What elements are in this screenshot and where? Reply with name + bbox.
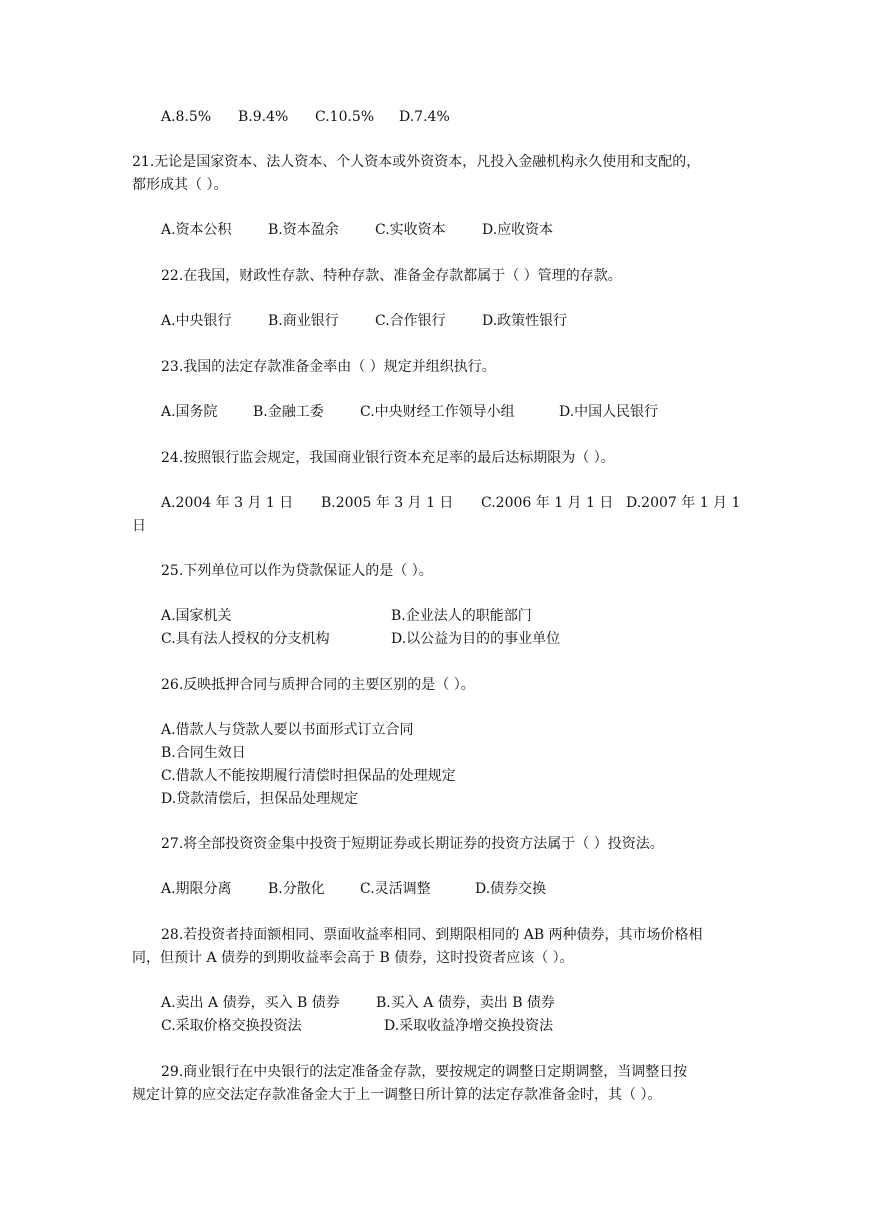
q21-question-line2: 都形成其（ ）。	[132, 177, 228, 193]
q27-question-line1: 27.将全部投资资金集中投资于短期证券或长期证券的投资方法属于（ ）投资法。	[161, 836, 664, 852]
q24-options	[161, 492, 740, 514]
q25-option-c: C.具有法人授权的分支机构	[161, 631, 330, 647]
q25-question-line1: 25.下列单位可以作为贷款保证人的是（ ）。	[161, 563, 433, 579]
q22-option-c: C.合作银行	[375, 313, 446, 329]
q24-option-a: A.2004 年 3 月 1 日	[161, 495, 294, 511]
q28-option-c: C.采取价格交换投资法	[161, 1018, 302, 1034]
q21-question-line1: 21.无论是国家资本、法人资本、个人资本或外资资本，凡投入金融机构永久使用和支配的，	[132, 154, 701, 170]
q23-options	[161, 401, 658, 423]
q21-option-d: D.应收资本	[482, 222, 554, 238]
q21-option-b: B.资本盈余	[268, 222, 339, 238]
q28-option-a: A.卖出 A 债券，买入 B 债券	[161, 995, 340, 1011]
q24-question-line1: 24.按照银行监会规定，我国商业银行资本充足率的最后达标期限为（ ）。	[161, 450, 615, 466]
q27-option-a: A.期限分离	[161, 881, 232, 897]
q26-option-c: C.借款人不能按期履行清偿时担保品的处理规定	[161, 768, 456, 784]
q28-question-line1: 28.若投资者持面额相同、票面收益率相同、到期限相同的 AB 两种债券，其市场价格相	[161, 927, 703, 943]
q21-options	[161, 219, 553, 241]
q26-option-d: D.贷款清偿后，担保品处理规定	[161, 791, 359, 807]
q24-option-b: B.2005 年 3 月 1 日	[321, 495, 454, 511]
q28-option-b: B.买入 A 债券，卖出 B 债券	[376, 995, 555, 1011]
q26-option-b: B.合同生效日	[161, 745, 246, 761]
q29-question-line1: 29.商业银行在中央银行的法定准备金存款，要按规定的调整日定期调整，当调整日按	[161, 1064, 688, 1080]
q29-question-line2: 规定计算的应交法定存款准备金大于上一调整日所计算的法定存款准备金时，其（ ）。	[132, 1087, 662, 1103]
q27-option-b: B.分散化	[268, 881, 325, 897]
q20-option-d: D.7.4%	[399, 109, 450, 125]
q24-option-c: C.2006 年 1 月 1 日	[481, 495, 614, 511]
q21-option-a: A.资本公积	[161, 222, 232, 238]
q21-option-c: C.实收资本	[375, 222, 446, 238]
q28-question-line2: 同，但预计 A 债券的到期收益率会高于 B 债券，这时投资者应该（ ）。	[132, 950, 574, 966]
q27-option-c: C.灵活调整	[360, 881, 431, 897]
q25-option-a: A.国家机关	[161, 608, 232, 624]
q25-option-b: B.企业法人的职能部门	[391, 608, 532, 624]
q22-option-b: B.商业银行	[268, 313, 339, 329]
q23-question-line1: 23.我国的法定存款准备金率由（ ）规定并组织执行。	[161, 359, 496, 375]
q22-question-line1: 22.在我国，财政性存款、特种存款、准备金存款都属于（ ）管理的存款。	[161, 268, 622, 284]
q28-option-d: D.采取收益净增交换投资法	[384, 1018, 554, 1034]
q24-options-wrap: 日	[132, 518, 146, 534]
q22-option-a: A.中央银行	[161, 313, 232, 329]
q27-options	[161, 878, 546, 900]
q23-option-b: B.金融工委	[253, 404, 324, 420]
q22-options	[161, 310, 567, 332]
q26-option-a: A.借款人与贷款人要以书面形式订立合同	[161, 722, 414, 738]
q27-option-d: D.债券交换	[475, 881, 547, 897]
q26-question-line1: 26.反映抵押合同与质押合同的主要区别的是（ ）。	[161, 677, 475, 693]
q20-options	[161, 106, 450, 128]
q23-option-a: A.国务院	[161, 404, 218, 420]
q22-option-d: D.政策性银行	[482, 313, 568, 329]
q24-option-d: D.2007 年 1 月 1	[626, 495, 741, 511]
q23-option-d: D.中国人民银行	[559, 404, 659, 420]
q23-option-c: C.中央财经工作领导小组	[360, 404, 515, 420]
q25-option-d: D.以公益为目的的事业单位	[391, 631, 561, 647]
q20-option-c: C.10.5%	[315, 109, 375, 125]
q20-option-a: A.8.5%	[161, 109, 212, 125]
q20-option-b: B.9.4%	[238, 109, 289, 125]
